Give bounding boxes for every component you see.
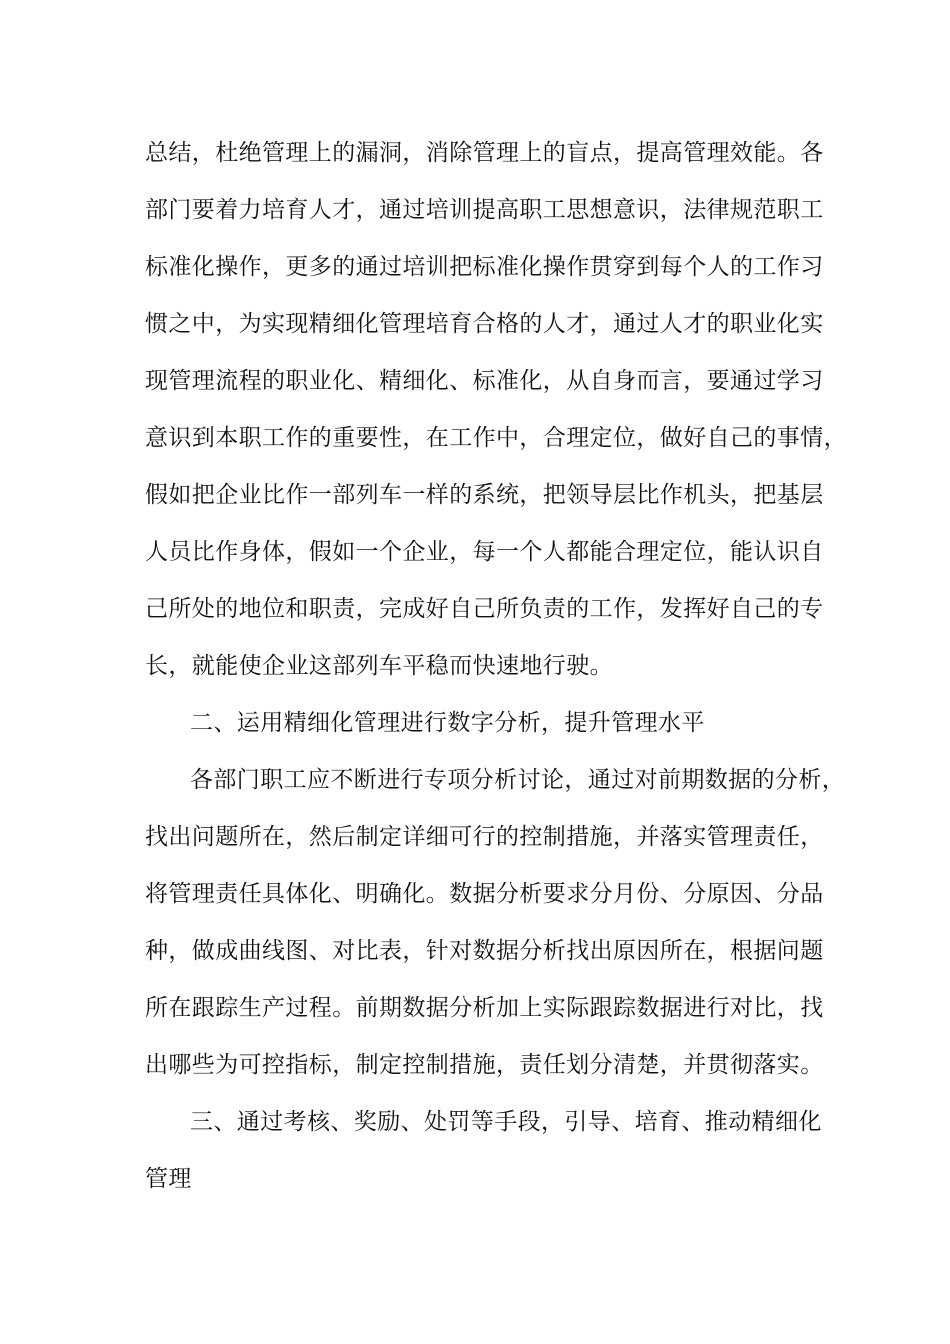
paragraph-line: 种，做成曲线图、对比表，针对数据分析找出原因所在，根据问题: [145, 938, 824, 964]
paragraph-line: 出哪些为可控指标，制定控制措施，责任划分清楚，并贯彻落实。: [145, 1052, 824, 1078]
paragraph-line: 总结，杜绝管理上的漏洞，消除管理上的盲点，提高管理效能。各: [145, 140, 824, 166]
paragraph-line: 所在跟踪生产过程。前期数据分析加上实际跟踪数据进行对比，找: [145, 995, 824, 1021]
paragraph-line: 长，就能使企业这部列车平稳而快速地行驶。: [145, 653, 613, 679]
paragraph-line: 现管理流程的职业化、精细化、标准化，从自身而言，要通过学习: [145, 368, 824, 394]
paragraph-line: 惯之中，为实现精细化管理培育合格的人才，通过人才的职业化实: [145, 311, 824, 337]
paragraph-line: 己所处的地位和职责，完成好自己所负责的工作，发挥好自己的专: [145, 596, 824, 622]
paragraph-line: 将管理责任具体化、明确化。数据分析要求分月份、分原因、分品: [145, 881, 824, 907]
section-heading: 三、通过考核、奖励、处罚等手段，引导、培育、推动精细化: [190, 1109, 822, 1135]
section-heading: 二、运用精细化管理进行数字分析，提升管理水平: [190, 710, 705, 736]
paragraph-line: 假如把企业比作一部列车一样的系统，把领导层比作机头，把基层: [145, 482, 824, 508]
section-heading-continuation: 管理: [145, 1166, 192, 1192]
paragraph-line: 人员比作身体，假如一个企业，每一个人都能合理定位，能认识自: [145, 539, 824, 565]
paragraph-line: 各部门职工应不断进行专项分析讨论，通过对前期数据的分析，: [190, 767, 846, 793]
paragraph-line: 部门要着力培育人才，通过培训提高职工思想意识，法律规范职工: [145, 197, 824, 223]
paragraph-line: 意识到本职工作的重要性，在工作中，合理定位，做好自己的事情，: [145, 425, 847, 451]
paragraph-line: 标准化操作，更多的通过培训把标准化操作贯穿到每个人的工作习: [145, 254, 824, 280]
paragraph-line: 找出问题所在，然后制定详细可行的控制措施，并落实管理责任，: [145, 824, 824, 850]
